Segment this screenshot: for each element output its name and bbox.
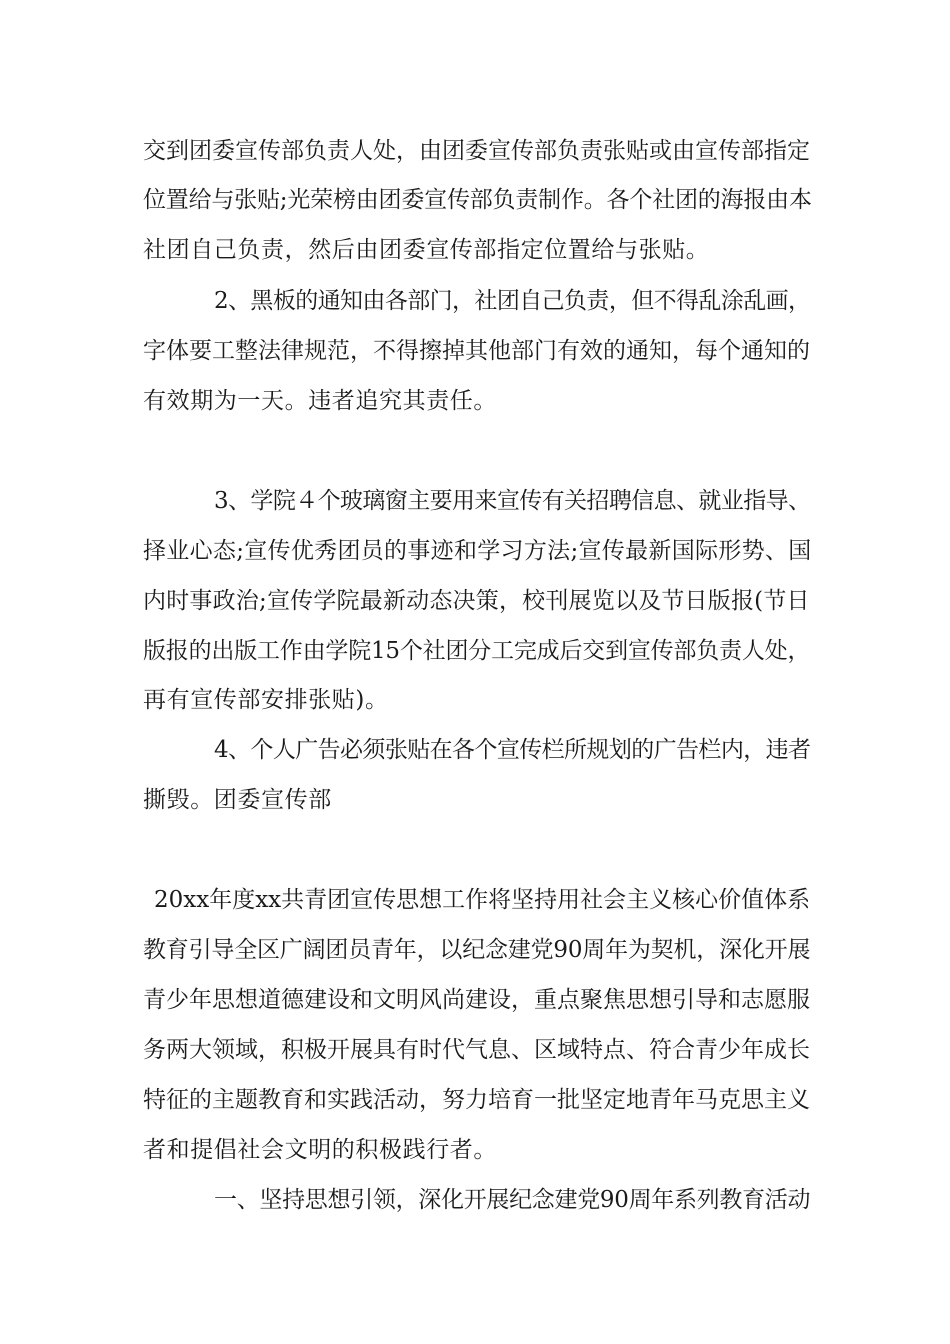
paragraph-2-line-3: 有效期为一天。违者追究其责任。 <box>143 388 497 414</box>
paragraph-2-line-1: 2、黑板的通知由各部门，社团自己负责，但不得乱涂乱画， <box>214 288 811 314</box>
paragraph-5-line-1: 20xx年度xx共青团宣传思想工作将坚持用社会主义核心价值体系 <box>154 887 811 913</box>
paragraph-3-line-3: 内时事政治;宣传学院最新动态决策，校刊展览以及节日版报(节日 <box>143 588 810 614</box>
paragraph-4-line-2: 撕毁。团委宣传部 <box>143 787 332 813</box>
paragraph-2-line-2: 字体要工整法律规范，不得擦掉其他部门有效的通知，每个通知的 <box>143 338 810 364</box>
paragraph-5-line-2: 教育引导全区广阔团员青年，以纪念建党90周年为契机，深化开展 <box>143 937 811 963</box>
paragraph-3-line-4: 版报的出版工作由学院15个社团分工完成后交到宣传部负责人处， <box>143 638 811 664</box>
paragraph-1-line-1: 交到团委宣传部负责人处，由团委宣传部负责张贴或由宣传部指定 <box>143 138 810 164</box>
paragraph-3-line-2: 择业心态;宣传优秀团员的事迹和学习方法;宣传最新国际形势、国 <box>143 538 812 564</box>
paragraph-1-line-2: 位置给与张贴;光荣榜由团委宣传部负责制作。各个社团的海报由本 <box>143 187 812 213</box>
paragraph-3-line-5: 再有宣传部安排张贴)。 <box>143 687 389 713</box>
paragraph-1-line-3: 社团自己负责，然后由团委宣传部指定位置给与张贴。 <box>143 237 710 263</box>
paragraph-4-line-1: 4、个人广告必须张贴在各个宣传栏所规划的广告栏内，违者 <box>214 737 811 763</box>
section-heading-1: 一、坚持思想引领，深化开展纪念建党90周年系列教育活动 <box>214 1187 811 1213</box>
paragraph-5-line-6: 者和提倡社会文明的积极践行者。 <box>143 1137 497 1163</box>
paragraph-5-line-5: 特征的主题教育和实践活动，努力培育一批坚定地青年马克思主义 <box>143 1087 810 1113</box>
paragraph-5-line-4: 务两大领域，积极开展具有时代气息、区域特点、符合青少年成长 <box>143 1037 810 1063</box>
paragraph-5-line-3: 青少年思想道德建设和文明风尚建设，重点聚焦思想引导和志愿服 <box>143 987 810 1013</box>
paragraph-3-line-1: 3、学院４个玻璃窗主要用来宣传有关招聘信息、就业指导、 <box>214 488 811 514</box>
